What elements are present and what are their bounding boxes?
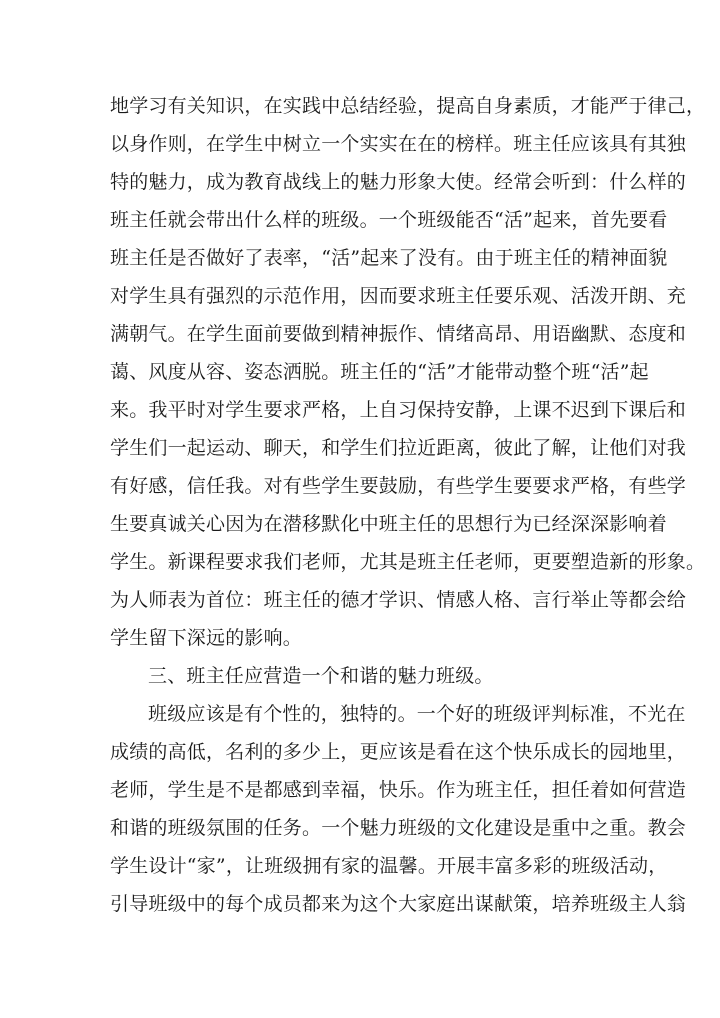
text-line: 班级应该是有个性的，独特的。一个好的班级评判标准，不光在: [148, 703, 686, 725]
text-line: 班主任是否做好了表率，“活”起来了没有。由于班主任的精神面貌: [110, 247, 668, 269]
text-line: 老师，学生是不是都感到幸福，快乐。作为班主任，担任着如何营造: [110, 779, 687, 801]
text-line: 为人师表为首位：班主任的德才学识、情感人格、言行举止等都会给: [110, 589, 687, 611]
text-line: 学生。新课程要求我们老师，尤其是班主任老师，更要塑造新的形象。: [110, 551, 706, 573]
text-line: 班主任就会带出什么样的班级。一个班级能否“活”起来，首先要看: [110, 209, 668, 231]
text-line: 学生设计“家”，让班级拥有家的温馨。开展丰富多彩的班级活动，: [110, 855, 668, 877]
text-line: 特的魅力，成为教育战线上的魅力形象大使。经常会听到：什么样的: [110, 171, 687, 193]
text-line: 蔼、风度从容、姿态洒脱。班主任的“活”才能带动整个班“活”起: [110, 361, 649, 383]
text-line: 对学生具有强烈的示范作用，因而要求班主任要乐观、活泼开朗、充: [110, 285, 687, 307]
text-line: 学生们一起运动、聊天，和学生们拉近距离，彼此了解，让他们对我: [110, 437, 687, 459]
text-line: 有好感，信任我。对有些学生要鼓励，有些学生要要求严格，有些学: [110, 475, 687, 497]
text-line: 以身作则，在学生中树立一个实实在在的榜样。班主任应该具有其独: [110, 133, 687, 155]
text-line: 成绩的高低，名利的多少上，更应该是看在这个快乐成长的园地里，: [110, 741, 687, 763]
section-heading: 三、班主任应营造一个和谐的魅力班级。: [148, 665, 494, 687]
text-line: 引导班级中的每个成员都来为这个大家庭出谋献策，培养班级主人翁: [110, 893, 687, 915]
text-line: 地学习有关知识，在实践中总结经验，提高自身素质，才能严于律己，: [110, 95, 706, 117]
text-line: 生要真诚关心因为在潜移默化中班主任的思想行为已经深深影响着: [110, 513, 667, 535]
text-line: 和谐的班级氛围的任务。一个魅力班级的文化建设是重中之重。教会: [110, 817, 687, 839]
text-line: 来。我平时对学生要求严格，上自习保持安静，上课不迟到下课后和: [110, 399, 687, 421]
text-line: 学生留下深远的影响。: [110, 627, 303, 649]
text-line: 满朝气。在学生面前要做到精神振作、情绪高昂、用语幽默、态度和: [110, 323, 687, 345]
